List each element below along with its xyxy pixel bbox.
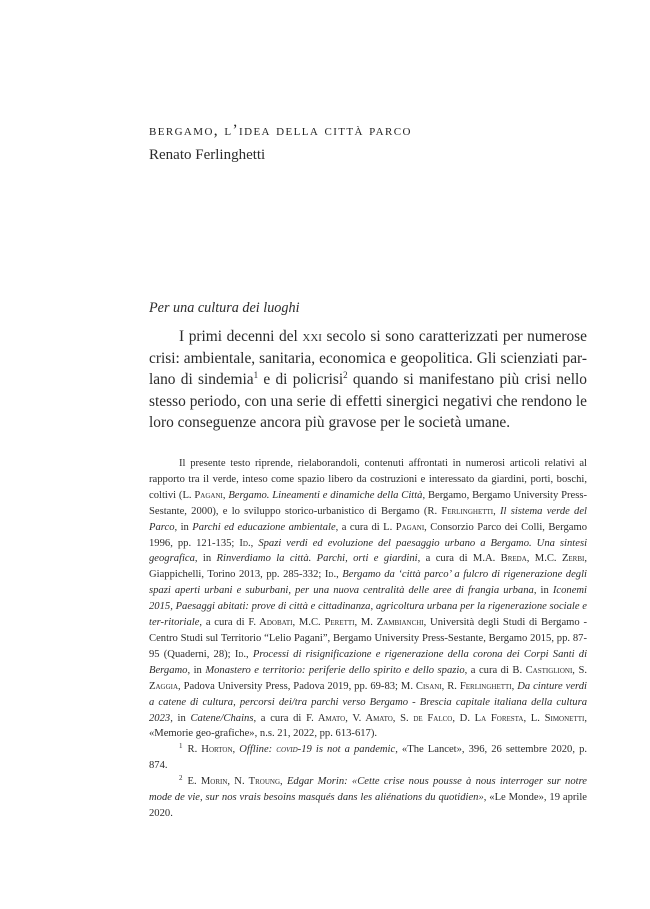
body-text-run: secolo si sono caratterizzati per numerose crisi: ambientale, sanitaria, economica e geopolitica. Gli scienziati par-lano di sindemia: [149, 328, 587, 389]
fn-author: R. Ferlinghetti: [427, 505, 494, 517]
fn-text: ,: [232, 744, 240, 756]
body-text-run: I primi decenni del: [179, 328, 303, 345]
chapter-title: bergamo, l’idea della città parco: [149, 122, 412, 139]
fn-text: , Università degli Studi di Bergamo - Centro Studi sul Territorio “Lelio Pagani”, Bergamo University Press-Sestante, Bergamo 2015, pp. 87-95 (Quaderni, 28);: [149, 617, 587, 660]
fn-text: , Consorzio Parco dei Colli, Bergamo 1996, pp. 121-135;: [149, 521, 587, 549]
fn-author: M.A. Breda, M.C. Zerbi: [472, 553, 585, 565]
fn-author: L. Pagani: [383, 521, 425, 533]
body-text-run: e di policrisi: [258, 371, 344, 389]
fn-work-title: Bergamo da ‘città parco’ a fulcro di rigenerazione degli spazi aperti urbani e suburbani, per una nuova centralità delle aree di frangia urbana: [149, 569, 587, 597]
fn-author: E. Morin, N. Troung: [187, 776, 281, 788]
fn-work-title: Monastero e territorio: periferie dello spirito e dello spazio: [205, 664, 465, 676]
fn-work-title: Catene/Chains: [190, 712, 254, 724]
fn-author: Id.: [234, 648, 247, 660]
chapter-author: Renato Ferlinghetti: [149, 147, 266, 163]
fn-text: , Giappichelli, Torino 2013, pp. 285-332;: [149, 553, 588, 581]
fn-work-title: Offline:: [239, 744, 277, 756]
fn-text: , in: [174, 521, 193, 533]
fn-work-title: Il sistema verde del Parco: [149, 505, 588, 533]
footnote-intro: [149, 456, 587, 742]
fn-author: Id.: [239, 537, 251, 549]
fn-work-title: covid-19: [276, 744, 312, 756]
fn-text: , a cura di: [464, 664, 513, 676]
fn-author: F. Adobati, M.C. Peretti, M. Zambianchi: [248, 617, 424, 629]
fn-author: R. Horton: [187, 744, 233, 756]
fn-text: , «The Lancet», 396, 26 settembre 2020, p. 874.: [149, 744, 588, 772]
fn-text: , «Memorie geo-grafiche», n.s. 21, 2022, pp. 613-617).: [149, 712, 587, 740]
fn-author: Id.: [324, 569, 337, 581]
fn-text: , «Le Monde», 19 aprile 2020.: [149, 792, 587, 819]
fn-text: ,: [511, 680, 518, 692]
fn-author: L. Pagani: [182, 489, 223, 501]
fn-work-title: Rinverdiamo la città. Parchi, orti e giardini: [216, 553, 418, 565]
fn-author: B. Castiglioni, S. Zaggia: [149, 664, 587, 692]
fn-text: , Bergamo, Bergamo University Press-Sestante, 2000), e lo sviluppo storico-urbanistico di Bergamo (: [149, 489, 587, 517]
fn-text: , in: [187, 664, 206, 676]
fn-text: ,: [336, 569, 343, 581]
fn-text: ,: [250, 537, 259, 549]
fn-text: ,: [493, 505, 500, 517]
footnote-1: [149, 742, 587, 774]
fn-text: , a cura di: [253, 712, 307, 724]
fn-text: ,: [246, 648, 253, 660]
fn-work-title: Processi di risignificazione e rigenerazione della corona dei Corpi Santi di Bergamo: [149, 648, 588, 676]
fn-text: , Padova University Press, Padova 2019, pp. 69-83;: [178, 680, 401, 692]
fn-text: , in: [170, 712, 191, 724]
footnote-ref-2[interactable]: 2: [343, 370, 348, 381]
fn-work-title: Bergamo. Lineamenti e dinamiche della Città: [228, 489, 423, 501]
fn-text: , in: [533, 585, 553, 597]
body-text-run: quando si manifestano più crisi nello stesso periodo, con una serie di effetti sinergici negativi che rendono le loro conseguenze ancora più gravose per le società umane.: [149, 371, 587, 432]
fn-work-title: is not a pandemic: [311, 744, 396, 756]
fn-author: F. Amato, V. Amato, S. de Falco, D. La Foresta, L. Simonetti: [306, 712, 585, 724]
footnote-number: 1: [179, 742, 183, 751]
footnote-2: [149, 774, 587, 822]
fn-work-title: Spazi verdi ed evoluzione del paesaggio urbano a Bergamo. Una sintesi geografica: [149, 537, 588, 565]
fn-text: Il presente testo riprende, rielaborandoli, contenuti affrontati in numerosi articoli relativi al rapporto tra il verde, inteso come spazio libero da costruzioni e interessato da giardini, porti, boschi, coltivi (: [149, 458, 587, 501]
footnote-number: 2: [179, 774, 183, 783]
fn-text: , a cura di: [199, 617, 249, 629]
fn-author: M. Cisani, R. Ferlinghetti: [400, 680, 512, 692]
fn-text: , a cura di: [335, 521, 384, 533]
section-title: Per una cultura dei luoghi: [149, 300, 300, 316]
century-numeral: xxi: [302, 328, 322, 345]
fn-work-title: Parchi ed educazione ambientale: [192, 521, 336, 533]
fn-work-title: Iconemi 2015, Paesaggi abitati: prove di città e cittadinanza, agricoltura urbana per la rigenerazione sociale e ter-ritoriale: [149, 585, 587, 629]
fn-text: ,: [222, 489, 229, 501]
footnotes: [149, 456, 587, 822]
fn-work-title: Edgar Morin: «Cette crise nous pousse à nous interroger sur notre mode de vie, sur nos vrais besoins masqués dans les aliénations du quotidien»: [149, 776, 588, 804]
fn-text: , a cura di: [417, 553, 473, 565]
footnote-ref-1[interactable]: 1: [253, 370, 259, 381]
fn-work-title: Da cinture verdi a catene di cultura, percorsi dei/tra parchi verso Bergamo - Brescia capitale italiana della cultura 2023: [149, 680, 587, 724]
fn-text: , in: [194, 553, 217, 565]
body-paragraph: [149, 326, 587, 434]
fn-text: ,: [280, 776, 287, 788]
